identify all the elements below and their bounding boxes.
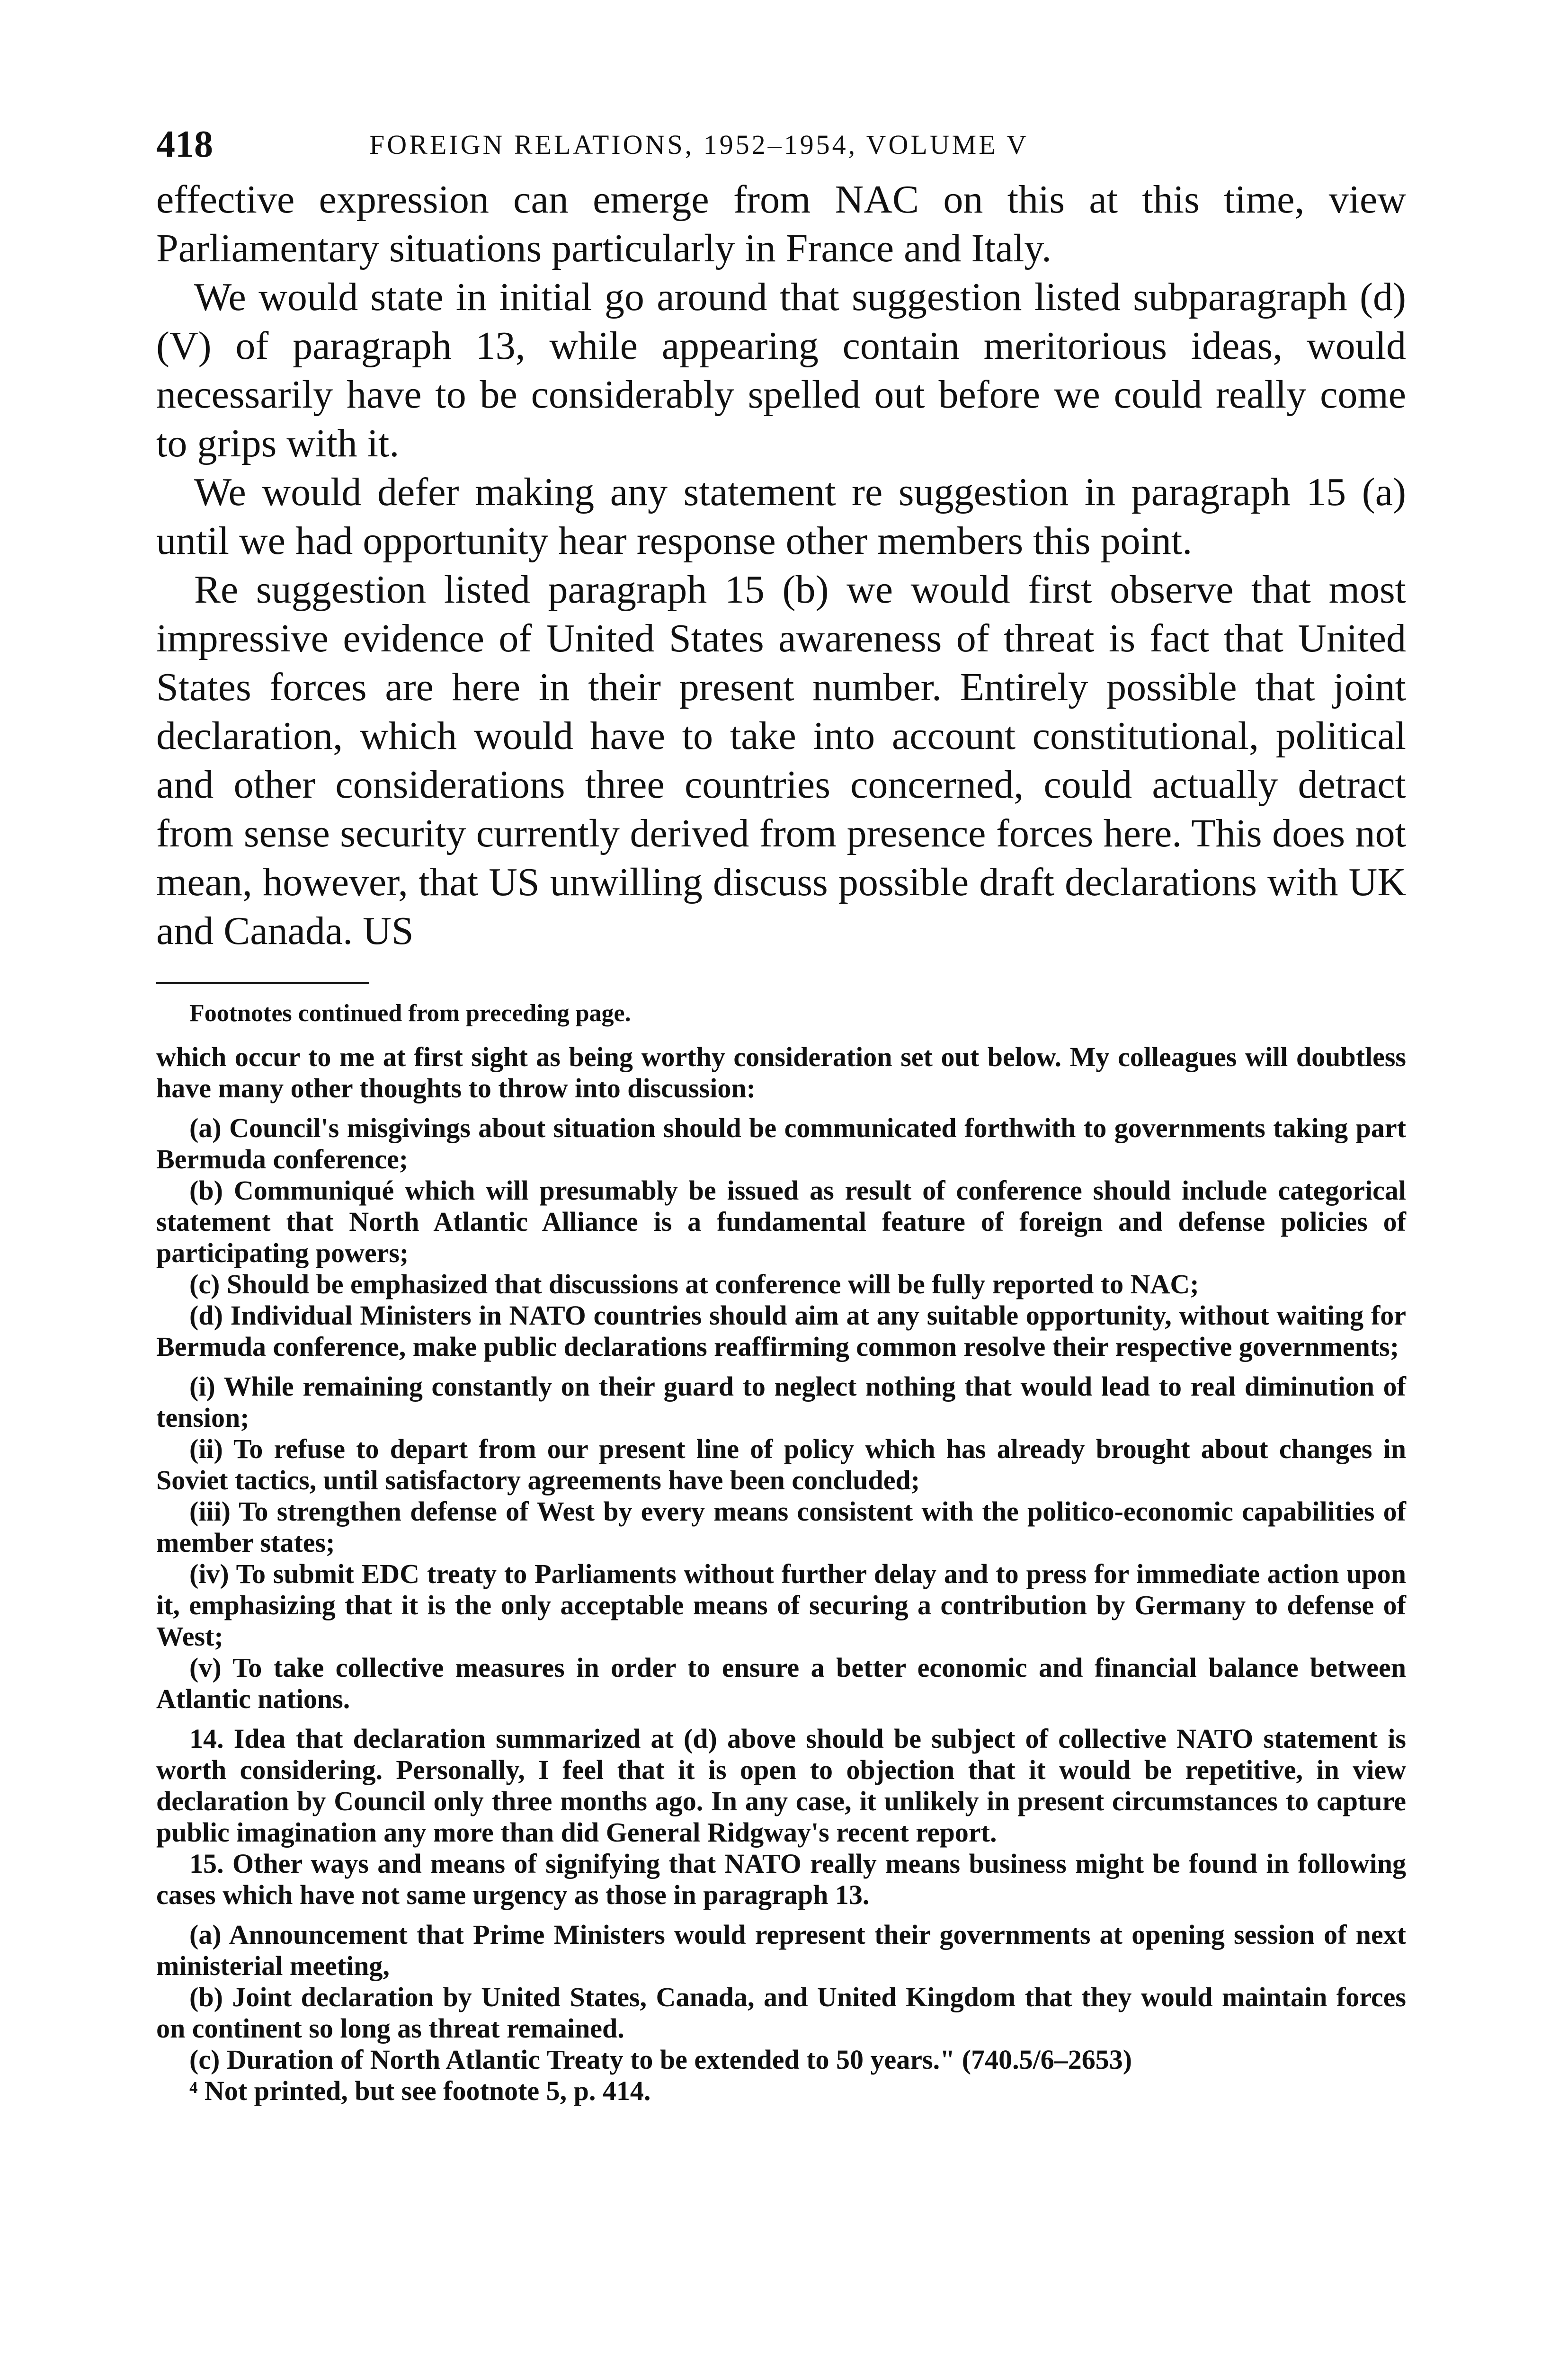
footnote-divider xyxy=(156,982,369,984)
body-text xyxy=(156,175,1406,955)
body-paragraph: We would state in initial go around that suggestion listed subparagraph (d) (V) of paragraph 13, while appearing contain meritorious ideas, would necessarily have to be considerably spelled out before we could really come to grips with it. xyxy=(156,275,1406,465)
footnote-line: (ii) To refuse to depart from our present line of policy which has already brought about changes in Soviet tactics, until satisfactory agreements have been concluded; xyxy=(156,1433,1406,1495)
footnote-line: (b) Communiqué which will presumably be issued as result of conference should include categorical statement that North Atlantic Alliance is a fundamental feature of foreign and defense policies of participating powers; xyxy=(156,1175,1406,1268)
footnote-line: (c) Duration of North Atlantic Treaty to be extended to 50 years." (740.5/6–2653) xyxy=(189,2044,1132,2075)
footnote-line: which occur to me at first sight as being worthy consideration set out below. My colleagues will doubtless have many other thoughts to throw into discussion: xyxy=(156,1041,1406,1103)
page-header xyxy=(156,118,1406,175)
footnote-line: (iv) To submit EDC treaty to Parliaments without further delay and to press for immediate action upon it, emphasizing that it is the only acceptable means of securing a contribution by Germany to defense of West; xyxy=(156,1558,1406,1652)
footnote-line: 15. Other ways and means of signifying that NATO really means business might be found in following cases which have not same urgency as those in paragraph 13. xyxy=(156,1848,1406,1910)
footnote-line: (v) To take collective measures in order to ensure a better economic and financial balance between Atlantic nations. xyxy=(156,1652,1406,1714)
body-paragraph: effective expression can emerge from NAC on this at this time, view Parliamentary situations particularly in France and Italy. xyxy=(156,178,1406,270)
footnote-line: (i) While remaining constantly on their guard to neglect nothing that would lead to real diminution of tension; xyxy=(156,1371,1406,1433)
footnote-line: 14. Idea that declaration summarized at (d) above should be subject of collective NATO statement is worth considering. Personally, I feel that it is open to objection that it would be repetitive, in view declaration by Council only three months ago. In any case, it unlikely in present circumstances to capture public imagination any more than did General Ridgway's recent report. xyxy=(156,1723,1406,1848)
body-paragraph: Re suggestion listed paragraph 15 (b) we would first observe that most impressive evidence of United States awareness of threat is fact that United States forces are here in their present number. Entirely possible that joint declaration, which would have to take into account constitutional, political and other considerations three countries concerned, could actually detract from sense security currently derived from presence forces here. This does not mean, however, that US unwilling discuss possible draft declarations with UK and Canada. US xyxy=(156,568,1406,953)
body-paragraph: We would defer making any statement re suggestion in paragraph 15 (a) until we had opportunity hear response other members this point. xyxy=(156,470,1406,563)
document-page xyxy=(156,118,1406,2107)
footnote-line: (a) Announcement that Prime Ministers would represent their governments at opening session of next ministerial meeting, xyxy=(156,1919,1406,1981)
footnote-line: (c) Should be emphasized that discussions at conference will be fully reported to NAC; xyxy=(189,1269,1199,1299)
footnotes-continued-label: Footnotes continued from preceding page. xyxy=(189,1000,631,1027)
footnote-line: (a) Council's misgivings about situation should be communicated forthwith to governments taking part Bermuda conference; xyxy=(156,1112,1406,1175)
page-number: 418 xyxy=(156,124,213,165)
footnotes xyxy=(156,998,1406,2107)
footnote-line: (d) Individual Ministers in NATO countries should aim at any suitable opportunity, without waiting for Bermuda conference, make public declarations reaffirming common resolve their respective governments; xyxy=(156,1300,1406,1362)
footnote-line: (iii) To strengthen defense of West by every means consistent with the politico-economic capabilities of member states; xyxy=(156,1496,1406,1558)
footnote-line: (b) Joint declaration by United States, Canada, and United Kingdom that they would maintain forces on continent so long as threat remained. xyxy=(156,1982,1406,2044)
running-head: FOREIGN RELATIONS, 1952–1954, VOLUME V xyxy=(369,129,1029,160)
footnote-note: ⁴ Not printed, but see footnote 5, p. 414. xyxy=(189,2075,651,2106)
